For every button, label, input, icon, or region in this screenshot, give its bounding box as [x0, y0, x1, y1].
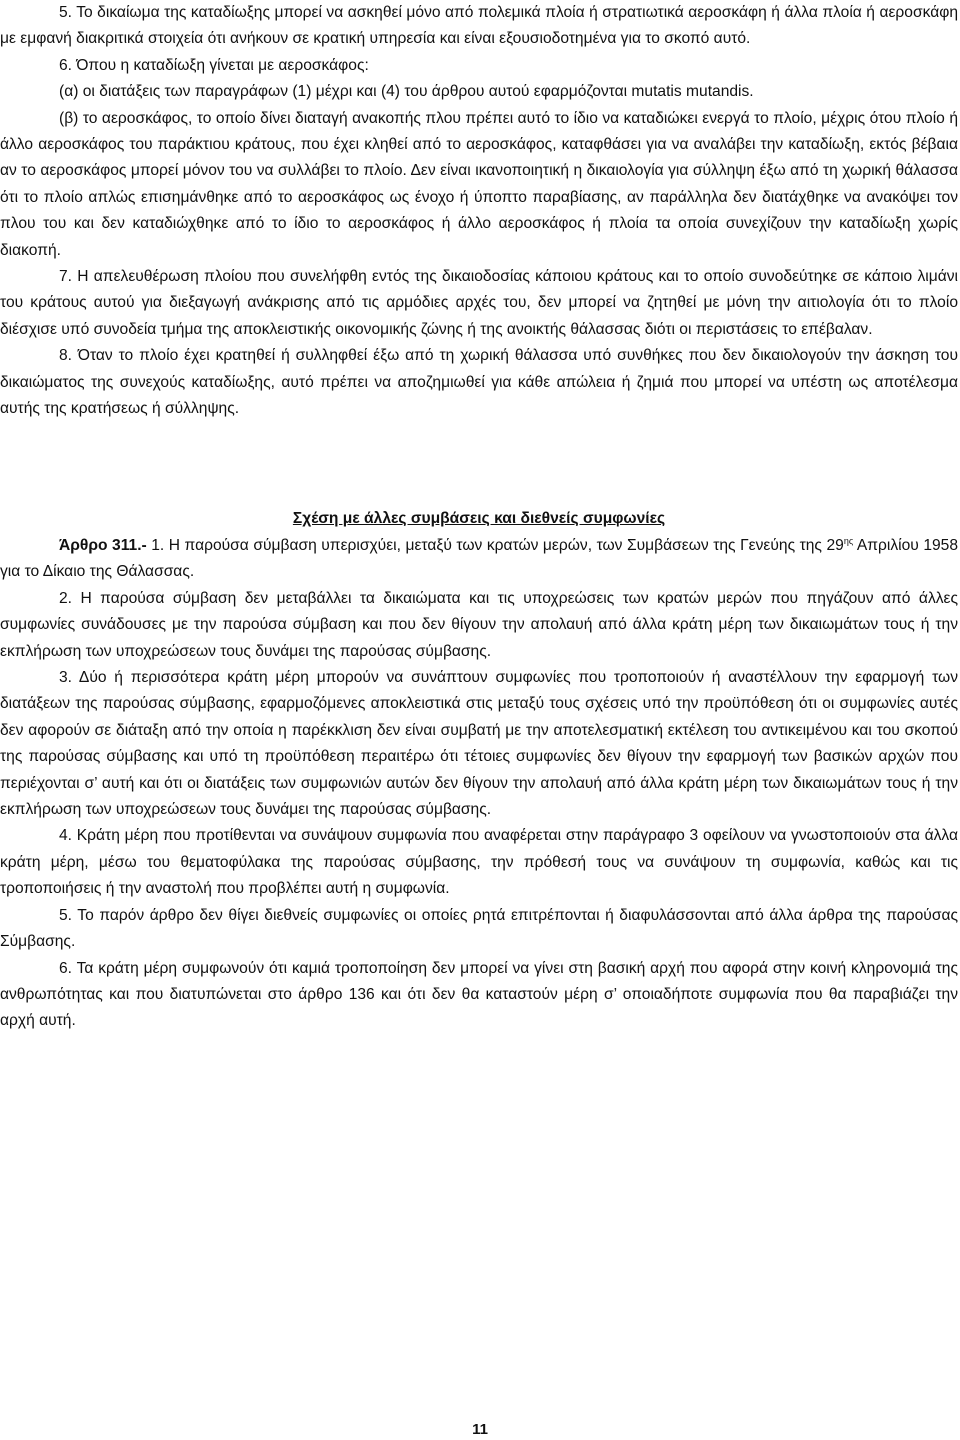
- article-311-paragraph-5: 5. Το παρόν άρθρο δεν θίγει διεθνείς συμφωνίες οι οποίες ρητά επιτρέπονται ή διαφυλάσσονται από άλλα άρθρα της παρούσας Σύμβασης.: [0, 906, 958, 951]
- paragraph-5: 5. Το δικαίωμα της καταδίωξης μπορεί να ασκηθεί μόνο από πολεμικά πλοία ή στρατιωτικά αεροσκάφη ή άλλα πλοία ή αεροσκάφη με εμφανή διακριτικά στοιχεία ότι ανήκουν σε κρατική υπηρεσία και είναι εξουσιοδοτημένα για το σκοπό αυτό.: [0, 4, 958, 48]
- article-311-paragraph-4: 4. Κράτη μέρη που προτίθενται να συνάψουν συμφωνία που αναφέρεται στην παράγραφο 3 οφείλουν να γνωστοποιούν στα άλλα κράτη μέρη, μέσω του θεματοφύλακα της παρούσας σύμβασης, την πρόθεσή τους να συνάψουν τη συμφωνία, καθώς και τις τροποποιήσεις ή την αναστολή που προβλέπει αυτή η συμφωνία.: [0, 827, 958, 898]
- page-number: 11: [472, 1421, 488, 1438]
- article-311-p1-text-end: Απριλίου 1958 για το Δίκαιο της Θάλασσας.: [0, 537, 959, 581]
- paragraph-7: 7. Η απελευθέρωση πλοίου που συνελήφθη εντός της δικαιοδοσίας κάποιου κράτους και το οποίο συνοδεύτηκε σε κάποιο λιμάνι του κράτους αυτού για διεξαγωγή ανάκρισης από τις αρμόδιες αρχές του, δεν μπορεί να ζητηθεί με μόνη την αιτιολογία ότι το πλοίο διέσχισε υπό συνοδεία τμήμα της αποκλειστικής οικονομικής ζώνης ή της ανοικτής θάλασσας διότι οι περιστάσεις το επέβαλαν.: [0, 268, 958, 338]
- paragraph-6-b: (β) το αεροσκάφος, το οποίο δίνει διαταγή ανακοπής πλου πρέπει αυτό το ίδιο να καταδιώκει ενεργά το πλοίο, μέχρις ότου πλοίο ή άλλο αεροσκάφος του παράκτιου κράτους, που έχει κληθεί από το αεροσκάφος, καταφθάσει για να αναλάβει την καταδίωξη, εκτός βέβαια αν το αεροσκάφος μπορεί μόνον του να συλλάβει το πλοίο. Δεν είναι ικανοποιητική η δικαιολογία για σύλληψη έξω από τη χωρική θάλασσα ότι το πλοίο απλώς επισημάνθηκε από το αεροσκάφος ως ένοχο ή ύποπτο παραβίασης, αν παράλληλα δεν διατάχθηκε να ανακόψει τον πλου του και δεν καταδιώχθηκε από το ίδιο το αεροσκάφος ή άλλο αεροσκάφος ή πλοία τα οποία συνεχίζουν την καταδίωξη χωρίς διακοπή.: [0, 109, 958, 259]
- ordinal-superscript: ης: [843, 535, 854, 546]
- article-311-paragraph-3: 3. Δύο ή περισσότερα κράτη μέρη μπορούν να συνάπτουν συμφωνίες που τροποποιούν ή αναστέλλουν την εφαρμογή των διατάξεων της παρούσας σύμβασης, εφαρμοζόμενες αποκλειστικά στις μεταξύ τους σχέσεις υπό την προϋπόθεση ότι οι συμφωνίες αυτές δεν αφορούν σε διάταξη από την οποία η παρέκκλιση δεν είναι συμβατή με την αποτελεσματική εκτέλεση του αντικειμένου και του σκοπού της παρούσας σύμβασης και υπό τη προϋπόθεση περαιτέρω ότι τέτοιες συμφωνίες δεν θίγουν την εφαρμογή των βασικών αρχών που περιέχονται σ’ αυτή και ότι οι διατάξεις των συμφωνιών αυτών δεν θίγουν την απολαυή από άλλα κράτη μέρη των δικαιωμάτων τους ή την εκπλήρωση των υποχρεώσεων τους δυνάμει της παρούσας σύμβασης.: [0, 669, 958, 819]
- paragraph-8: 8. Όταν το πλοίο έχει κρατηθεί ή συλληφθεί έξω από τη χωρική θάλασσα υπό συνθήκες που δεν δικαιολογούν την άσκηση του δικαιώματος της συνεχούς καταδίωξης, αυτό πρέπει να αποζημιωθεί για κάθε απώλεια ή ζημιά που μπορεί να υπέστη ως αποτέλεσμα αυτής της κρατήσεως ή σύλληψης.: [0, 347, 958, 418]
- article-311-label: Άρθρο 311.-: [59, 537, 147, 554]
- section-heading: [0, 506, 958, 532]
- section-heading-text: Σχέση με άλλες συμβάσεις και διεθνείς συμφωνίες: [292, 510, 666, 527]
- article-311-paragraph-1: [0, 533, 958, 586]
- paragraph-6-intro: 6. Όπου η καταδίωξη γίνεται με αεροσκάφος:: [59, 56, 369, 74]
- article-311: [0, 533, 958, 1035]
- article-311-paragraph-6: 6. Τα κράτη μέρη συμφωνούν ότι καμιά τροποποίηση δεν μπορεί να γίνει στη βασική αρχή που αφορά στην κοινή κληρονομιά της ανθρωπότητας και που διατυπώνεται στο άρθρο 136 και ότι δεν θα καταστούν μέρη σ’ οποιαδήποτε συμφωνία που θα παραβιάζει την αρχή αυτή.: [0, 959, 958, 1030]
- article-311-p1-text: 1. Η παρούσα σύμβαση υπερισχύει, μεταξύ των κρατών μερών, των Συμβάσεων της Γενεύης της 29: [146, 537, 844, 554]
- article-311-paragraph-2: 2. Η παρούσα σύμβαση δεν μεταβάλλει τα δικαιώματα και τις υποχρεώσεις των κρατών μερών που πηγάζουν από άλλες συμφωνίες συνάδουσες με την παρούσα σύμβαση και που δεν θίγουν την απολαυή από άλλα κράτη μέρη των δικαιωμάτων τους ή την εκπλήρωση των υποχρεώσεων τους δυνάμει της παρούσας σύμβασης.: [0, 589, 958, 660]
- article-110-continuation: [0, 0, 958, 423]
- paragraph-6-a: (α) οι διατάξεις των παραγράφων (1) μέχρι και (4) του άρθρου αυτού εφαρμόζονται mutatis mutandis.: [59, 83, 754, 101]
